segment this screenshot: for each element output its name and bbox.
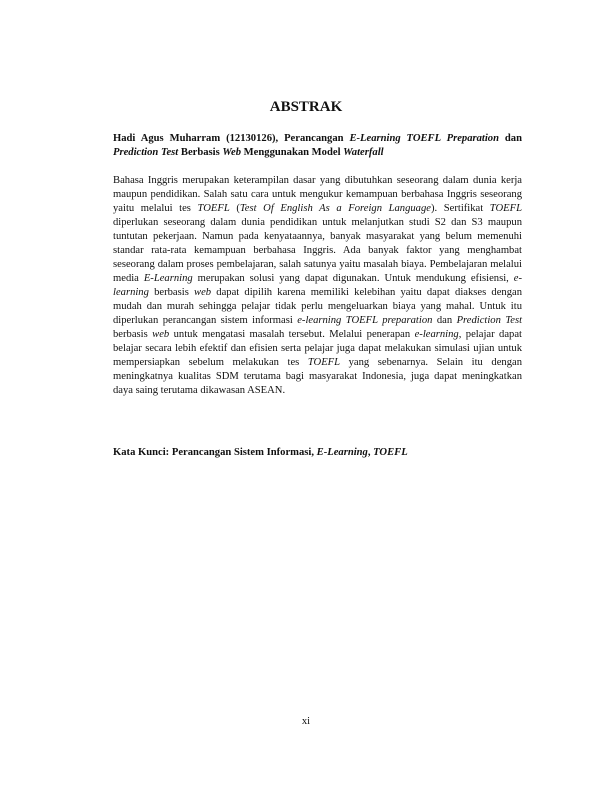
body-text: dapat dipilih karena memiliki kelebihan yaitu dapat diakses dengan mudah dan murah sehingga pelajar tidak perlu mengeluarkan biaya yang mahal. Untuk itu diperlukan perancangan sistem informasi — [113, 287, 522, 326]
keyword-separator: , — [367, 447, 374, 458]
body-text: berbasis — [113, 329, 153, 340]
page-number: xi — [301, 716, 311, 727]
body-term: E-Learning — [143, 273, 193, 284]
body-text: dan — [432, 315, 457, 326]
header-term: Waterfall — [343, 147, 384, 158]
body-term: e-learning — [113, 273, 522, 298]
body-text: ( — [229, 203, 240, 214]
body-term: web — [152, 329, 170, 340]
keyword: TOEFL — [373, 447, 408, 458]
abstract-body — [113, 174, 522, 398]
body-term: Test Of English As a Foreign Language — [239, 203, 431, 214]
header-text: Menggunakan Model — [241, 147, 344, 158]
header-text: dan — [499, 133, 522, 144]
header-text: Berbasis — [178, 147, 223, 158]
keywords-label: Kata Kunci: Perancangan Sistem Informasi, — [113, 447, 317, 458]
header-term: Prediction Test — [113, 147, 179, 158]
body-text: merupakan solusi yang dapat digunakan. Untuk mendukung efisiensi, — [192, 273, 514, 284]
body-text: diperlukan seseorang dalam dunia pendidikan untuk melanjutkan studi S2 dan S3 maupun tuntutan pekerjaan. Namun pada kenyataannya, banyak masyarakat yang belum memenuhi standar rata-rata kemampuan berbahasa Inggris. Ada banyak faktor yang menghambat seseorang dalam proses pembelajaran, salah satunya yaitu masalah biaya. Pembelajaran melalui media — [113, 217, 522, 284]
body-text: ). Sertifikat — [430, 203, 490, 214]
page-title: ABSTRAK — [269, 99, 343, 115]
body-term: TOEFL — [307, 357, 341, 368]
body-term: web — [194, 287, 212, 298]
body-term: e-learning TOEFL preparation — [297, 315, 433, 326]
body-text: berbasis — [148, 287, 195, 298]
body-term: e-learning — [414, 329, 459, 340]
keywords-line — [113, 446, 522, 460]
body-term: TOEFL — [489, 203, 522, 214]
body-term: Prediction Test — [456, 315, 523, 326]
body-term: TOEFL — [197, 203, 230, 214]
body-text: , pelajar dapat belajar secara lebih efektif dan efisien serta pelajar juga dapat melakukan simulasi ujian untuk mempersiapkan sebelum melakukan tes — [113, 329, 522, 368]
header-term: Web — [222, 147, 242, 158]
author-text: Hadi Agus Muharram (12130126), Perancangan — [113, 133, 350, 144]
thesis-header — [113, 132, 522, 160]
body-text: yang sebenarnya. Selain itu dengan meningkatnya kualitas SDM terutama bagi masyarakat Indonesia, juga dapat meningkatkan daya saing terutama dikawasan ASEAN. — [113, 357, 522, 396]
body-text: Bahasa Inggris merupakan keterampilan dasar yang dibutuhkan seseorang dalam dunia kerja maupun pendidikan. Salah satu cara untuk mengukur kemampuan berbahasa Inggris seseorang yaitu melalui tes — [113, 175, 522, 214]
keyword: E-Learning — [316, 447, 368, 458]
header-term: E-Learning TOEFL Preparation — [349, 133, 499, 144]
body-text: untuk mengatasi masalah tersebut. Melalui penerapan — [169, 329, 415, 340]
